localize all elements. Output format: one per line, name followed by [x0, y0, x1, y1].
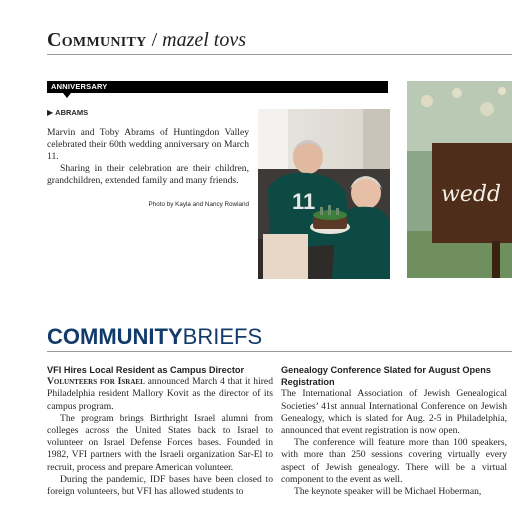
- section-divider: [47, 54, 512, 55]
- brief-paragraph: The program brings Birthright Israel alumni from colleges across the United States back to Israel to volunteer on Israel Defense Forces bases. Founded in 1982, VFI partners with the Israeli organization Sar-El to recruit, process and prepare American volunteer.: [47, 412, 273, 473]
- section-title-main: Community: [47, 29, 147, 51]
- briefs-heading-light: BRIEFS: [182, 324, 263, 349]
- anniversary-subhead-label: ABRAMS: [55, 108, 89, 117]
- anniversary-story: [47, 127, 249, 187]
- anniversary-paragraph: Marvin and Toby Abrams of Huntingdon Valley celebrated their 60th wedding anniversary on March 11.: [47, 127, 249, 163]
- anniversary-tag-bar: [47, 81, 388, 93]
- brief-lead-text: announced March 4 that it hired Philadelphia resident Mallory Kovit as the director of its campus program.: [47, 376, 273, 412]
- section-title: [47, 28, 246, 52]
- brief-lead-caps: Volunteers for Israel: [47, 376, 145, 388]
- tag-pointer: [63, 93, 71, 98]
- brief-lead: The International Association of Jewish Genealogical Societies’ 41st annual International Conference on Jewish Genealogy, which is slated for Aug. 2-5 in Philadelphia, announced that event registration is now open.: [281, 388, 507, 437]
- brief-article: [281, 364, 507, 498]
- anniversary-paragraph: Sharing in their celebration are their children, grandchildren, extended family and many friends.: [47, 163, 249, 187]
- brief-paragraph: The conference will feature more than 100 speakers, with more than 250 sessions covering virtually every aspect of Jewish genealogy. There will be a virtual component to the event as well.: [281, 437, 507, 485]
- anniversary-tag-label: ANNIVERSARY: [51, 82, 108, 91]
- brief-paragraph: The keynote speaker will be Michael Hoberman,: [294, 486, 482, 498]
- briefs-divider: [47, 351, 512, 352]
- brief-headline: VFI Hires Local Resident as Campus Director: [47, 365, 245, 375]
- brief-headline: Genealogy Conference Slated for August Opens Registration: [281, 365, 491, 388]
- brief-lead: [47, 376, 273, 413]
- wedding-sign-photo: [407, 81, 512, 278]
- photo-credit: Photo by Kayla and Nancy Rowland: [148, 201, 249, 208]
- brief-article: [47, 364, 273, 498]
- couple-photo: [258, 109, 390, 279]
- sign-text: wedd: [441, 182, 502, 207]
- section-title-sub: mazel tovs: [162, 29, 247, 51]
- briefs-heading: [47, 324, 262, 350]
- briefs-heading-bold: COMMUNITY: [47, 324, 183, 349]
- section-title-separator: /: [146, 29, 163, 51]
- jersey-number: 11: [292, 189, 316, 214]
- brief-paragraph: During the pandemic, IDF bases have been closed to foreign volunteers, but VFI has allowed students to: [47, 473, 273, 498]
- triangle-right-icon: ▶: [47, 108, 54, 117]
- anniversary-subhead: [47, 108, 88, 117]
